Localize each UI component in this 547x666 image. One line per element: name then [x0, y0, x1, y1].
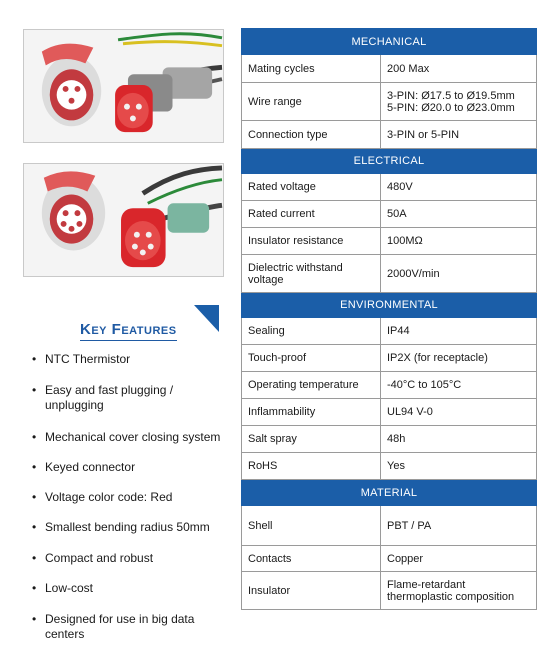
feature-item: • Compact and robust	[30, 551, 225, 581]
spec-row: Insulator resistance 100MΩ	[242, 228, 537, 255]
spec-row: Connection type 3-PIN or 5-PIN	[242, 121, 537, 149]
section-header-mechanical: MECHANICAL	[242, 29, 537, 55]
spec-row: RoHS Yes	[242, 453, 537, 480]
spec-row: Operating temperature -40°C to 105°C	[242, 372, 537, 399]
spec-row: Dielectric withstand voltage 2000V/min	[242, 255, 537, 293]
spec-row: Insulator Flame-retardant thermoplastic composition	[242, 572, 537, 610]
spec-row: Mating cycles 200 Max	[242, 55, 537, 83]
key-features-list	[30, 352, 225, 644]
spec-row: Inflammability UL94 V-0	[242, 399, 537, 426]
section-header-electrical: ELECTRICAL	[242, 149, 537, 174]
spec-row: Rated current 50A	[242, 201, 537, 228]
spec-row: Rated voltage 480V	[242, 174, 537, 201]
spec-row: Contacts Copper	[242, 546, 537, 572]
spec-row: Touch-proof IP2X (for receptacle)	[242, 345, 537, 372]
product-photo-5pin	[23, 163, 224, 277]
corner-accent-triangle	[194, 305, 219, 332]
feature-item: • Low-cost	[30, 581, 225, 612]
feature-item: • Designed for use in big data centers	[30, 612, 225, 644]
section-header-environmental: ENVIRONMENTAL	[242, 293, 537, 318]
feature-item: • Mechanical cover closing system	[30, 430, 225, 460]
spec-row: Sealing IP44	[242, 318, 537, 345]
spec-table	[241, 28, 537, 610]
product-photo-3pin	[23, 29, 224, 143]
key-features-title: Key Features	[80, 321, 177, 341]
spec-row: Shell PBT / PA	[242, 506, 537, 546]
feature-item: • Keyed connector	[30, 460, 225, 490]
section-header-material: MATERIAL	[242, 480, 537, 506]
feature-item: • NTC Thermistor	[30, 352, 225, 383]
spec-row: Wire range 3-PIN: Ø17.5 to Ø19.5mm 5-PIN: Ø20.0 to Ø23.0mm	[242, 83, 537, 121]
feature-item: • Easy and fast plugging / unplugging	[30, 383, 225, 430]
spec-row: Salt spray 48h	[242, 426, 537, 453]
feature-item: • Smallest bending radius 50mm	[30, 520, 225, 551]
feature-item: • Voltage color code: Red	[30, 490, 225, 520]
